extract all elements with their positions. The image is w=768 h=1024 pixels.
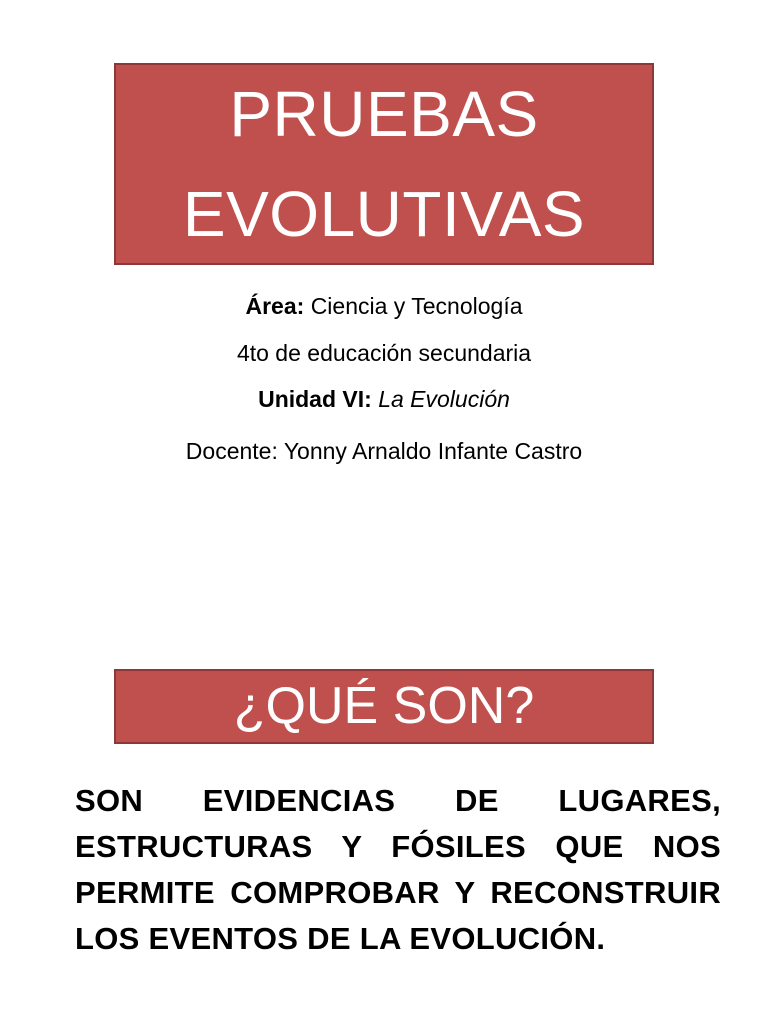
- unit-line: [0, 384, 768, 414]
- grade-line: 4to de educación secundaria: [236, 340, 532, 366]
- teacher-line: Docente: Yonny Arnaldo Infante Castro: [185, 438, 583, 464]
- title-banner: [114, 63, 654, 265]
- unit-label: Unidad VI:: [258, 386, 372, 412]
- area-label: Área:: [245, 293, 305, 319]
- area-value: Ciencia y Tecnología: [310, 293, 523, 319]
- definition-text: SON EVIDENCIAS DE LUGARES, ESTRUCTURAS Y FÓSILES QUE NOS PERMITE COMPROBAR Y RECONSTRUIR LOS EVENTOS DE LA EVOLUCIÓN.: [75, 783, 721, 956]
- question-heading: ¿QUÉ SON?: [233, 677, 535, 735]
- title-line-2: EVOLUTIVAS: [182, 178, 586, 250]
- area-line: [0, 291, 768, 321]
- unit-value: La Evolución: [378, 386, 510, 412]
- title-line-1: PRUEBAS: [229, 78, 539, 150]
- question-banner: [114, 669, 654, 744]
